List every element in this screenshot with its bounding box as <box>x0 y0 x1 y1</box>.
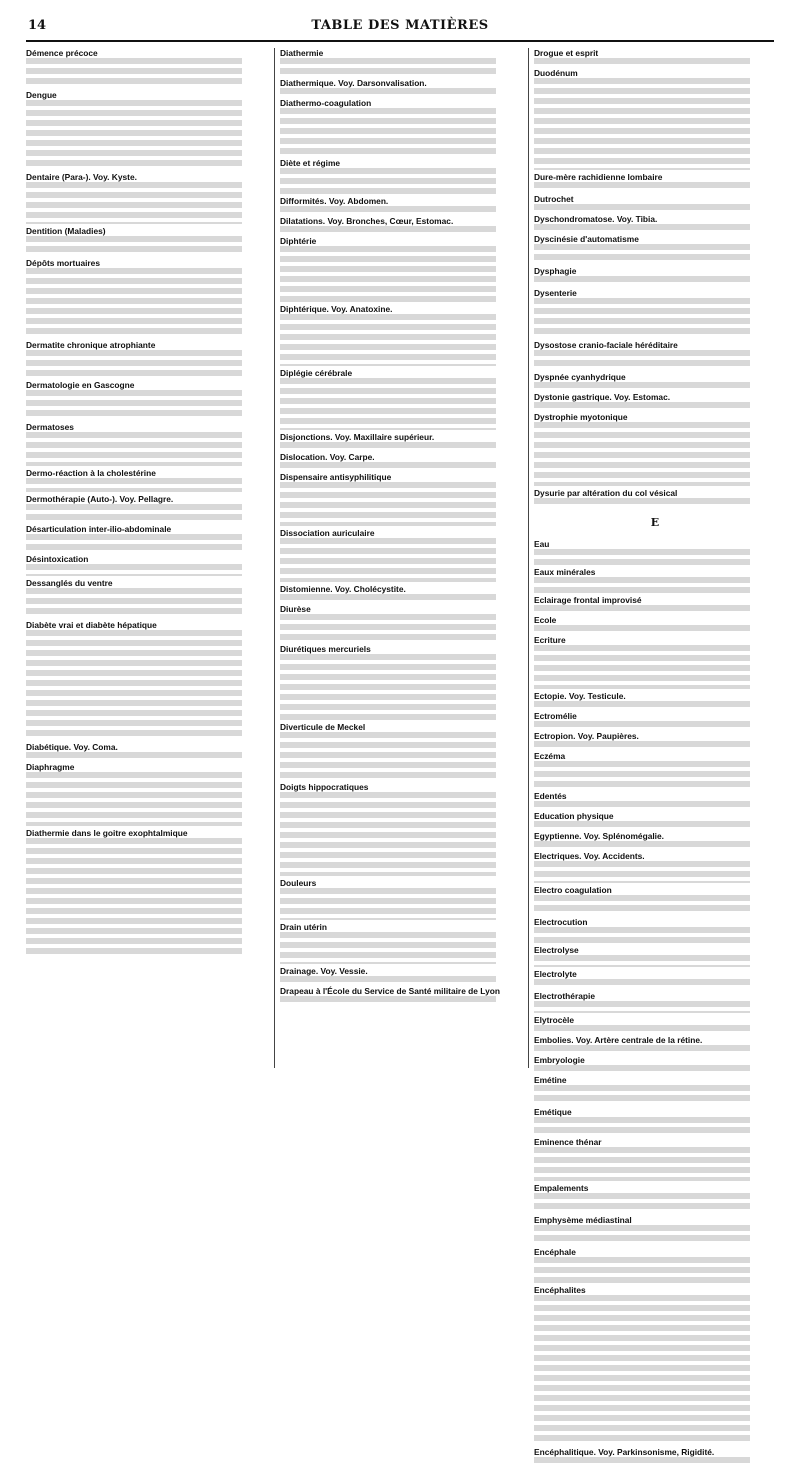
index-entry <box>534 288 776 338</box>
entry-headword: Ecriture <box>534 635 566 645</box>
index-entry <box>534 1447 776 1465</box>
index-entry <box>26 380 268 420</box>
index-entry <box>534 412 776 486</box>
entry-headword: Electrothérapie <box>534 991 595 1001</box>
entry-headword: Emphysème médiastinal <box>534 1215 632 1225</box>
entry-headword: Diphtérie <box>280 236 317 246</box>
entry-headword: Disjonctions. Voy. Maxillaire supérieur. <box>280 432 435 442</box>
index-entry <box>534 372 776 390</box>
entry-headword: Drapeau à l'École du Service de Santé militaire de Lyon <box>280 986 500 996</box>
index-entry <box>534 1035 776 1053</box>
index-entry <box>534 751 776 789</box>
index-entry <box>280 158 522 194</box>
column-divider <box>528 48 529 1068</box>
unreadable-text-band <box>534 1001 750 1013</box>
index-entry <box>280 986 522 1004</box>
index-entry <box>26 172 268 224</box>
index-entry <box>534 791 776 809</box>
entry-headword: Diabète vrai et diabète hépatique <box>26 620 157 630</box>
unreadable-text-band <box>280 58 496 76</box>
index-entry <box>26 762 268 826</box>
entry-headword: Eczéma <box>534 751 566 761</box>
unreadable-text-band <box>534 577 750 593</box>
entry-headword: Drainage. Voy. Vessie. <box>280 966 368 976</box>
index-entry <box>534 68 776 170</box>
entry-headword: Dermatologie en Gascogne <box>26 380 135 390</box>
entry-headword: Ectopie. Voy. Testicule. <box>534 691 626 701</box>
unreadable-text-band <box>26 504 242 522</box>
index-entry <box>534 194 776 212</box>
index-entry <box>26 742 268 760</box>
index-entry <box>534 635 776 689</box>
unreadable-text-band <box>534 955 750 967</box>
unreadable-text-band <box>280 654 496 720</box>
index-entry <box>534 1247 776 1283</box>
index-entry <box>26 524 268 552</box>
index-entry <box>534 1107 776 1135</box>
entry-headword: Emétine <box>534 1075 567 1085</box>
index-entry <box>26 494 268 522</box>
entry-headword: Electro coagulation <box>534 885 612 895</box>
entry-headword: Diurétiques mercuriels <box>280 644 371 654</box>
entry-headword: Dysurie par altération du col vésical <box>534 488 678 498</box>
page-title: TABLE DES MATIÈRES <box>311 18 489 33</box>
index-column-3 <box>534 48 776 1457</box>
index-entry <box>534 1075 776 1105</box>
entry-headword: Démence précoce <box>26 48 98 58</box>
unreadable-text-band <box>534 821 750 829</box>
index-entry <box>26 340 268 378</box>
entry-headword: Douleurs <box>280 878 317 888</box>
unreadable-text-band <box>26 182 242 224</box>
unreadable-text-band <box>534 801 750 809</box>
entry-headword: Electrolyse <box>534 945 579 955</box>
entry-headword: Difformités. Voy. Abdomen. <box>280 196 389 206</box>
unreadable-text-band <box>26 390 242 420</box>
unreadable-text-band <box>534 1457 750 1465</box>
index-entry <box>26 578 268 618</box>
entry-headword: Dermothérapie (Auto-). Voy. Pellagre. <box>26 494 174 504</box>
unreadable-text-band <box>534 1045 750 1053</box>
index-entry <box>534 340 776 370</box>
unreadable-text-band <box>26 534 242 552</box>
entry-headword: Diète et régime <box>280 158 341 168</box>
unreadable-text-band <box>26 100 242 170</box>
index-entry <box>26 422 268 466</box>
unreadable-text-band <box>534 244 750 264</box>
index-entry <box>534 711 776 729</box>
entry-headword: Ecole <box>534 615 557 625</box>
unreadable-text-band <box>534 701 750 709</box>
index-entry <box>534 1285 776 1445</box>
entry-headword: Dissociation auriculaire <box>280 528 375 538</box>
entry-headword: Dislocation. Voy. Carpe. <box>280 452 375 462</box>
unreadable-text-band <box>534 422 750 486</box>
entry-headword: Ectromélie <box>534 711 577 721</box>
unreadable-text-band <box>26 58 242 88</box>
index-entry <box>534 991 776 1013</box>
index-entry <box>280 584 522 602</box>
unreadable-text-band <box>534 841 750 849</box>
index-entry <box>280 98 522 156</box>
index-entry <box>534 539 776 565</box>
entry-headword: Dyscinésie d'automatisme <box>534 234 639 244</box>
unreadable-text-band <box>534 224 750 232</box>
entry-headword: Education physique <box>534 811 614 821</box>
entry-headword: Dépôts mortuaires <box>26 258 100 268</box>
entry-headword: Dessanglés du ventre <box>26 578 113 588</box>
unreadable-text-band <box>26 588 242 618</box>
entry-headword: Désarticulation inter-ilio-abdominale <box>26 524 172 534</box>
entry-headword: Dystonie gastrique. Voy. Estomac. <box>534 392 671 402</box>
unreadable-text-band <box>26 268 242 338</box>
entry-headword: Drain utérin <box>280 922 327 932</box>
entry-headword: Diurèse <box>280 604 311 614</box>
index-entry <box>534 851 776 883</box>
index-entry <box>26 90 268 170</box>
index-entry <box>26 226 268 256</box>
unreadable-text-band <box>534 741 750 749</box>
unreadable-text-band <box>534 1295 750 1445</box>
index-entry <box>534 731 776 749</box>
entry-headword: Dystrophie myotonique <box>534 412 628 422</box>
unreadable-text-band <box>26 432 242 466</box>
unreadable-text-band <box>26 838 242 958</box>
unreadable-text-band <box>534 298 750 338</box>
index-entry <box>534 969 776 989</box>
unreadable-text-band <box>534 204 750 212</box>
unreadable-text-band <box>534 58 750 66</box>
index-entry <box>534 1015 776 1033</box>
unreadable-text-band <box>534 927 750 943</box>
index-entry <box>280 216 522 234</box>
unreadable-text-band <box>534 979 750 989</box>
index-column-2 <box>280 48 522 1068</box>
page-header <box>0 18 800 36</box>
entry-headword: Dyspnée cyanhydrique <box>534 372 626 382</box>
index-entry <box>280 48 522 76</box>
unreadable-text-band <box>26 630 242 740</box>
index-entry <box>534 831 776 849</box>
entry-headword: Distomienne. Voy. Cholécystite. <box>280 584 406 594</box>
unreadable-text-band <box>280 888 496 920</box>
index-entry <box>280 196 522 214</box>
index-entry <box>26 258 268 338</box>
unreadable-text-band <box>26 350 242 378</box>
entry-headword: Eclairage frontal improvisé <box>534 595 642 605</box>
unreadable-text-band <box>280 206 496 214</box>
unreadable-text-band <box>534 1257 750 1283</box>
unreadable-text-band <box>26 564 242 576</box>
unreadable-text-band <box>534 861 750 883</box>
entry-headword: Electrolyte <box>534 969 577 979</box>
unreadable-text-band <box>534 402 750 410</box>
entry-headword: Eaux minérales <box>534 567 596 577</box>
index-entry <box>534 595 776 613</box>
unreadable-text-band <box>534 1065 750 1073</box>
unreadable-text-band <box>534 498 750 506</box>
entry-headword: Dysostose cranio-faciale héréditaire <box>534 340 678 350</box>
page-number: 14 <box>28 18 47 33</box>
index-entry <box>534 615 776 633</box>
index-entry <box>280 722 522 780</box>
entry-headword: Doigts hippocratiques <box>280 782 369 792</box>
unreadable-text-band <box>534 350 750 370</box>
unreadable-text-band <box>534 761 750 789</box>
entry-headword: Dilatations. Voy. Bronches, Cœur, Estomac. <box>280 216 454 226</box>
entry-headword: Embolies. Voy. Artère centrale de la rétine. <box>534 1035 703 1045</box>
unreadable-text-band <box>534 78 750 170</box>
index-entry <box>534 1215 776 1245</box>
entry-headword: Dengue <box>26 90 57 100</box>
entry-headword: Dure-mère rachidienne lombaire <box>534 172 663 182</box>
unreadable-text-band <box>534 182 750 192</box>
unreadable-text-band <box>26 772 242 826</box>
index-entry <box>534 567 776 593</box>
unreadable-text-band <box>280 732 496 780</box>
header-rule <box>26 40 774 42</box>
letter-heading: E <box>650 516 660 529</box>
entry-headword: Dysenterie <box>534 288 577 298</box>
index-entry <box>534 48 776 66</box>
index-entry <box>534 945 776 967</box>
unreadable-text-band <box>534 895 750 915</box>
index-entry <box>280 78 522 96</box>
entry-headword: Diathermie <box>280 48 324 58</box>
index-entry <box>534 811 776 829</box>
unreadable-text-band <box>280 792 496 876</box>
entry-headword: Ectropion. Voy. Paupières. <box>534 731 639 741</box>
unreadable-text-band <box>534 1025 750 1033</box>
index-entry <box>534 392 776 410</box>
unreadable-text-band <box>534 1085 750 1105</box>
entry-headword: Diplégie cérébrale <box>280 368 353 378</box>
entry-headword: Diverticule de Meckel <box>280 722 366 732</box>
index-entry <box>534 172 776 192</box>
entry-headword: Désintoxication <box>26 554 89 564</box>
index-entry <box>280 432 522 450</box>
unreadable-text-band <box>280 996 496 1004</box>
unreadable-text-band <box>534 1117 750 1135</box>
entry-headword: Dermatoses <box>26 422 74 432</box>
unreadable-text-band <box>280 976 496 984</box>
entry-headword: Encéphale <box>534 1247 576 1257</box>
index-entry <box>280 782 522 876</box>
entry-headword: Drogue et esprit <box>534 48 599 58</box>
unreadable-text-band <box>280 88 496 96</box>
unreadable-text-band <box>534 549 750 565</box>
unreadable-text-band <box>280 246 496 302</box>
unreadable-text-band <box>280 442 496 450</box>
unreadable-text-band <box>534 1225 750 1245</box>
unreadable-text-band <box>280 932 496 964</box>
index-entry <box>534 1055 776 1073</box>
index-entry <box>280 236 522 302</box>
unreadable-text-band <box>280 482 496 526</box>
entry-headword: Elytrocèle <box>534 1015 575 1025</box>
index-entry <box>280 966 522 984</box>
unreadable-text-band <box>534 1193 750 1213</box>
index-entry <box>280 644 522 720</box>
index-entry <box>534 885 776 915</box>
entry-headword: Dermatite chronique atrophiante <box>26 340 156 350</box>
index-entry <box>280 452 522 470</box>
unreadable-text-band <box>26 752 242 760</box>
unreadable-text-band <box>534 625 750 633</box>
index-entry <box>534 266 776 286</box>
unreadable-text-band <box>534 1147 750 1181</box>
index-entry <box>534 917 776 943</box>
unreadable-text-band <box>280 614 496 642</box>
index-entry <box>534 234 776 264</box>
unreadable-text-band <box>534 276 750 286</box>
entry-headword: Dentaire (Para-). Voy. Kyste. <box>26 172 137 182</box>
index-entry <box>280 604 522 642</box>
entry-headword: Dyschondromatose. Voy. Tibia. <box>534 214 658 224</box>
index-column-1 <box>26 48 268 1068</box>
entry-headword: Embryologie <box>534 1055 585 1065</box>
entry-headword: Edentés <box>534 791 567 801</box>
entry-headword: Encéphalites <box>534 1285 586 1295</box>
entry-headword: Diphtérique. Voy. Anatoxine. <box>280 304 393 314</box>
entry-headword: Emétique <box>534 1107 572 1117</box>
unreadable-text-band <box>26 236 242 256</box>
unreadable-text-band <box>280 108 496 156</box>
entry-headword: Duodénum <box>534 68 578 78</box>
index-entry <box>280 304 522 366</box>
index-entry <box>280 528 522 582</box>
index-entry <box>534 488 776 506</box>
index-entry <box>280 368 522 430</box>
entry-headword: Empalements <box>534 1183 589 1193</box>
index-columns <box>26 48 776 1457</box>
unreadable-text-band <box>280 594 496 602</box>
index-entry <box>534 1183 776 1213</box>
entry-headword: Dispensaire antisyphilitique <box>280 472 392 482</box>
entry-headword: Diaphragme <box>26 762 75 772</box>
entry-headword: Encéphalitique. Voy. Parkinsonisme, Rigidité. <box>534 1447 715 1457</box>
index-entry <box>534 1137 776 1181</box>
entry-headword: Dysphagie <box>534 266 577 276</box>
unreadable-text-band <box>534 382 750 390</box>
entry-headword: Egyptienne. Voy. Splénomégalie. <box>534 831 664 841</box>
entry-headword: Eminence thénar <box>534 1137 602 1147</box>
index-entry <box>280 878 522 920</box>
entry-headword: Eau <box>534 539 550 549</box>
unreadable-text-band <box>280 226 496 234</box>
index-entry <box>26 828 268 958</box>
entry-headword: Dutrochet <box>534 194 574 204</box>
entry-headword: Diabétique. Voy. Coma. <box>26 742 118 752</box>
index-entry <box>280 472 522 526</box>
column-divider <box>274 48 275 1068</box>
index-entry <box>26 48 268 88</box>
entry-headword: Dentition (Maladies) <box>26 226 106 236</box>
index-entry <box>26 468 268 492</box>
unreadable-text-band <box>534 721 750 729</box>
entry-headword: Electrocution <box>534 917 588 927</box>
unreadable-text-band <box>534 645 750 689</box>
unreadable-text-band <box>280 462 496 470</box>
unreadable-text-band <box>26 478 242 492</box>
entry-headword: Diathermo-coagulation <box>280 98 372 108</box>
entry-headword: Diathermie dans le goitre exophtalmique <box>26 828 188 838</box>
unreadable-text-band <box>280 378 496 430</box>
index-entry <box>26 554 268 576</box>
unreadable-text-band <box>534 605 750 613</box>
unreadable-text-band <box>280 538 496 582</box>
index-entry <box>26 620 268 740</box>
entry-headword: Electriques. Voy. Accidents. <box>534 851 645 861</box>
unreadable-text-band <box>280 314 496 366</box>
index-entry <box>534 214 776 232</box>
index-entry <box>280 922 522 964</box>
unreadable-text-band <box>280 168 496 194</box>
entry-headword: Dermo-réaction à la cholestérine <box>26 468 156 478</box>
entry-headword: Diathermique. Voy. Darsonvalisation. <box>280 78 427 88</box>
index-entry <box>534 691 776 709</box>
